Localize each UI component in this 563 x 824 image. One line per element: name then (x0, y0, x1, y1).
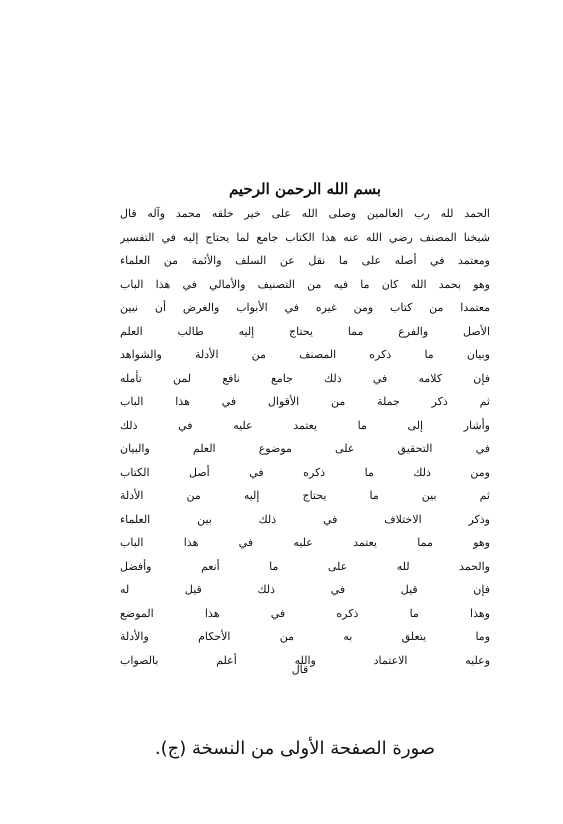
manuscript-line: الحمد لله رب العالمين وصلى الله على خير خلقه محمد وآله قال (120, 207, 490, 220)
manuscript-line: فإن كلامه في ذلك جامع نافع لمن تأمله (120, 371, 490, 385)
manuscript-line: وبيان ما ذكره المصنف من الأدلة والشواهد (120, 348, 490, 361)
manuscript-line: الأصل والفرع مما يحتاج إليه طالب العلم (120, 324, 490, 338)
manuscript-line: وأشار إلى ما يعتمد عليه في ذلك (120, 418, 490, 432)
manuscript-line: وذكر الاختلاف في ذلك بين العلماء (120, 512, 490, 526)
figure-caption: صورة الصفحة الأولى من النسخة (ج). (154, 738, 436, 759)
manuscript-line: في التحقيق على موضوع العلم والبيان (120, 442, 490, 455)
manuscript-page (120, 170, 490, 676)
manuscript-line: ومعتمد في أصله على ما نقل عن السلف والأئمة من العلماء (120, 254, 490, 267)
manuscript-line: معتمدا من كتاب ومن غيره في الأبواب والغرض أن نبين (120, 301, 490, 314)
manuscript-line: وهو مما يعتمد عليه في هذا الباب (120, 536, 490, 549)
basmala-heading: بسم الله الرحمن الرحيم (228, 180, 382, 198)
manuscript-line: وهذا ما ذكره في هذا الموضع (120, 606, 490, 620)
manuscript-line: ثم بين ما يحتاج إليه من الأدلة (120, 489, 490, 502)
manuscript-line: ومن ذلك ما ذكره في أصل الكتاب (120, 465, 490, 479)
manuscript-line: وما يتعلق به من الأحكام والأدلة (120, 630, 490, 643)
manuscript-line: ثم ذكر جملة من الأقوال في هذا الباب (120, 395, 490, 408)
manuscript-closing-word: قال (291, 663, 309, 676)
manuscript-line: وعليه الاعتماد والله أعلم بالصواب (120, 653, 490, 667)
manuscript-line: والحمد لله على ما أنعم وأفضل (120, 559, 490, 573)
manuscript-line: وهو بحمد الله كان ما فيه من التصنيف والأمالي في هذا الباب (120, 277, 490, 291)
manuscript-line: شيخنا المصنف رضي الله عنه هذا الكتاب جامع لما يحتاج إليه في التفسير (120, 230, 490, 244)
manuscript-line: فإن قيل في ذلك قيل له (120, 583, 490, 596)
